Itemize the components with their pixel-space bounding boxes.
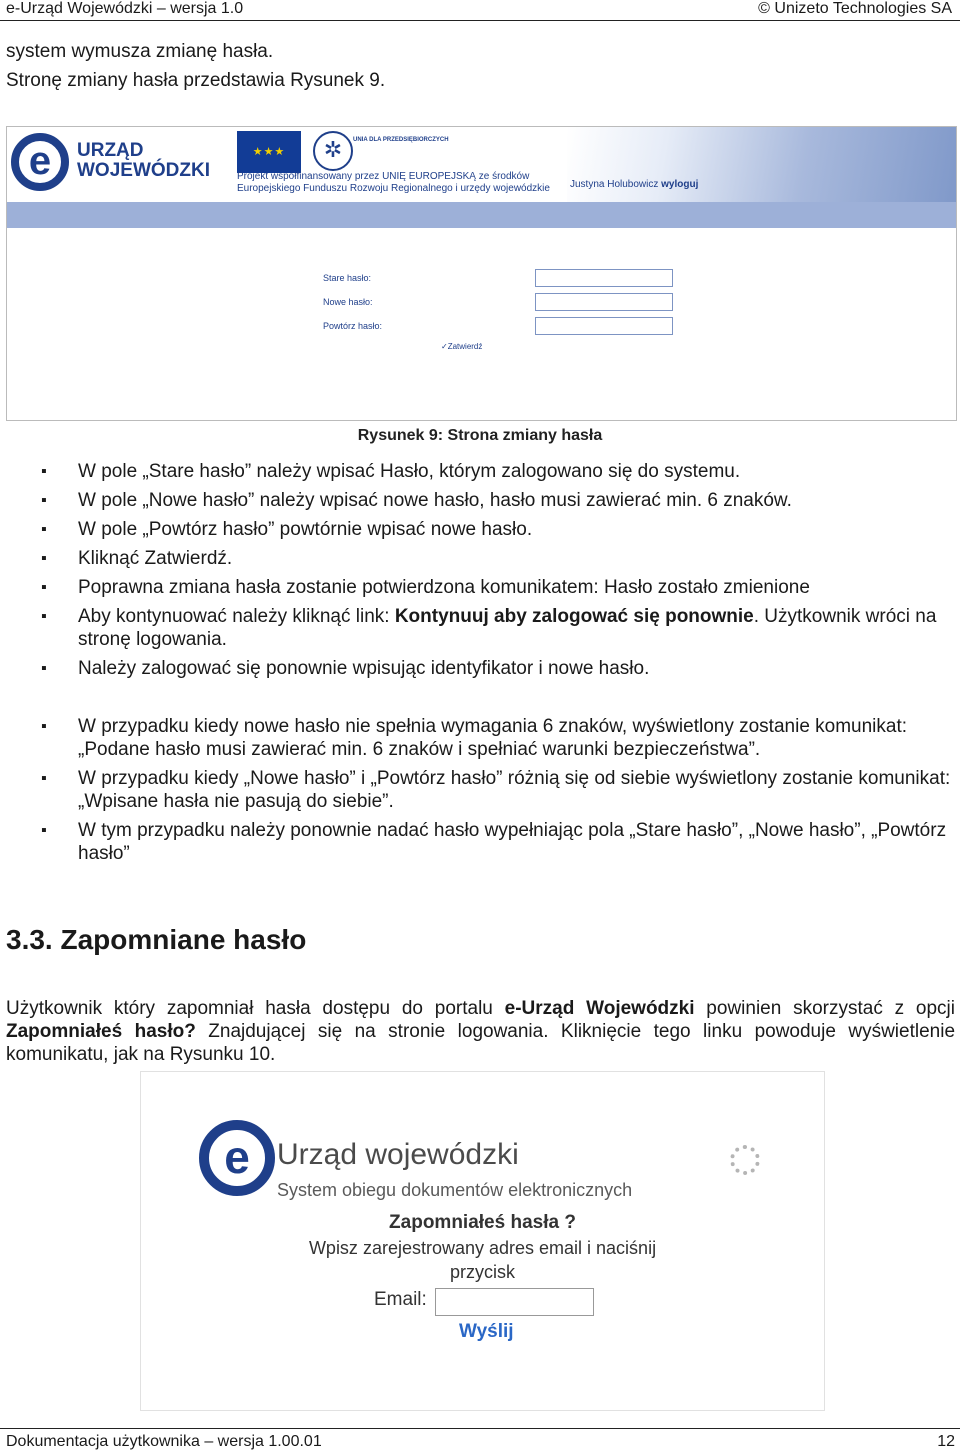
intro-line-2: Stronę zmiany hasła przedstawia Rysunek 9. [6, 70, 386, 91]
repeat-password-label: Powtórz hasło: [323, 321, 383, 331]
logo-line-1: URZĄD [77, 140, 144, 161]
email-label: Email: [374, 1289, 427, 1310]
new-password-input[interactable] [535, 293, 673, 311]
logout-link[interactable]: wyloguj [661, 179, 699, 190]
list-item: ▪ Należy zalogować się ponownie wpisując identyfikator i nowe hasło. [78, 657, 956, 680]
list-item: ▪ W przypadku kiedy nowe hasło nie spełnia wymagania 6 znaków, wyświetlony zostanie komunikat: „Podane hasło musi zawierać min. 6 znaków i spełniać warunki bezpieczeństwa”. [78, 715, 956, 761]
figure-forgot-password-screenshot [140, 1071, 825, 1411]
list-item: ▪ W przypadku kiedy „Nowe hasło” i „Powtórz hasło” różnią się od siebie wyświetlony zostanie komunikat: „Wpisane hasła nie pasują do siebie”. [78, 767, 956, 813]
email-field[interactable] [435, 1288, 594, 1316]
urzad-logo-text [77, 141, 210, 181]
page-header [0, 0, 960, 21]
list-item: ▪ W pole „Powtórz hasło” powtórnie wpisać nowe hasło. [78, 518, 956, 541]
portal-subtitle: System obiegu dokumentów elektronicznych [277, 1180, 633, 1200]
page-footer [0, 1428, 960, 1453]
forgot-question: Zapomniałeś hasła ? [389, 1212, 576, 1233]
banner-band [7, 202, 956, 228]
footer-doc-title: Dokumentacja użytkownika – wersja 1.00.01 [6, 1433, 322, 1450]
new-password-label: Nowe hasło: [323, 297, 373, 307]
continue-link-text: Kontynuuj aby zalogować się ponownie [394, 606, 754, 627]
figure-9-caption: Rysunek 9: Strona zmiany hasła [357, 427, 603, 444]
para-text-2: powinien skorzystać z opcji [694, 998, 955, 1019]
list-item: ▪ W tym przypadku należy ponownie nadać hasło wypełniając pola „Stare hasło”, „Nowe hasło”, „Powtórz hasło” [78, 819, 956, 865]
old-password-label: Stare hasło: [323, 273, 372, 283]
header-doc-title: e-Urząd Wojewódzki – wersja 1.0 [6, 0, 244, 17]
section-heading: 3.3. Zapomniane hasło [6, 924, 307, 955]
para-text-1: Użytkownik który zapomniał hasła dostępu do portalu [6, 998, 505, 1019]
old-password-input[interactable] [535, 269, 673, 287]
user-name: Justyna Holubowicz [570, 179, 659, 190]
eu-flag-icon: ★★★ [237, 131, 301, 173]
list-item: ▪ W pole „Nowe hasło” należy wpisać nowe hasło, hasło musi zawierać min. 6 znaków. [78, 489, 956, 512]
link-outro-text: . Użytkownik wróci na stronę logowania. [78, 606, 937, 650]
emblem-icon: ✲ [313, 131, 353, 171]
list-item: ▪ Kliknąć Zatwierdź. [78, 547, 956, 570]
instructions-line-1: Wpisz zarejestrowany adres email i naciśnij [308, 1238, 657, 1258]
list-item [78, 605, 956, 651]
para-bold-1: e-Urząd Wojewódzki [504, 998, 695, 1019]
section-paragraph [6, 997, 955, 1066]
repeat-password-input[interactable] [535, 317, 673, 335]
user-info [570, 179, 698, 190]
project-funding-text [237, 171, 567, 195]
link-intro-text: Aby kontynuować należy kliknąć link: [78, 606, 395, 627]
project-line-1: Projekt współfinansowany przez UNIĘ EUROPEJSKĄ ze środków [237, 171, 530, 182]
page-number: 12 [937, 1433, 955, 1450]
list-item: ▪ W pole „Stare hasło” należy wpisać Hasło, którym zalogowano się do systemu. [78, 460, 956, 483]
para-text-3: Znajdującej się na stronie logowania. Kliknięcie tego linku powoduje wyświetlenie komunikatu, jak na Rysunku 10. [6, 1021, 956, 1065]
intro-line-1: system wymusza zmianę hasła. [6, 41, 274, 62]
logo-line-2: WOJEWÓDZKI [77, 160, 210, 181]
para-bold-2: Zapomniałeś hasło? [6, 1021, 196, 1042]
send-button[interactable]: Wyślij [459, 1321, 514, 1342]
urzad-logo-icon: e [199, 1120, 275, 1196]
list-item: ▪ Poprawna zmiana hasła zostanie potwierdzona komunikatem: Hasło zostało zmienione [78, 576, 956, 599]
project-line-2: Europejskiego Funduszu Rozwoju Regionalnego i urzędy wojewódzkie [237, 183, 550, 194]
forgot-instructions [141, 1236, 824, 1284]
loading-spinner-icon [730, 1145, 760, 1175]
portal-title: Urząd wojewódzki [277, 1138, 519, 1171]
urzad-logo-icon: e [11, 133, 69, 191]
figure-change-password-screenshot [6, 126, 957, 421]
submit-button[interactable]: ✓Zatwierdź [441, 342, 483, 351]
instructions-line-2: przycisk [449, 1262, 515, 1282]
union-logo-text: UNIA DLA PRZEDSIĘBIORCZYCH [353, 137, 449, 143]
header-copyright: © Unizeto Technologies SA [758, 0, 952, 17]
